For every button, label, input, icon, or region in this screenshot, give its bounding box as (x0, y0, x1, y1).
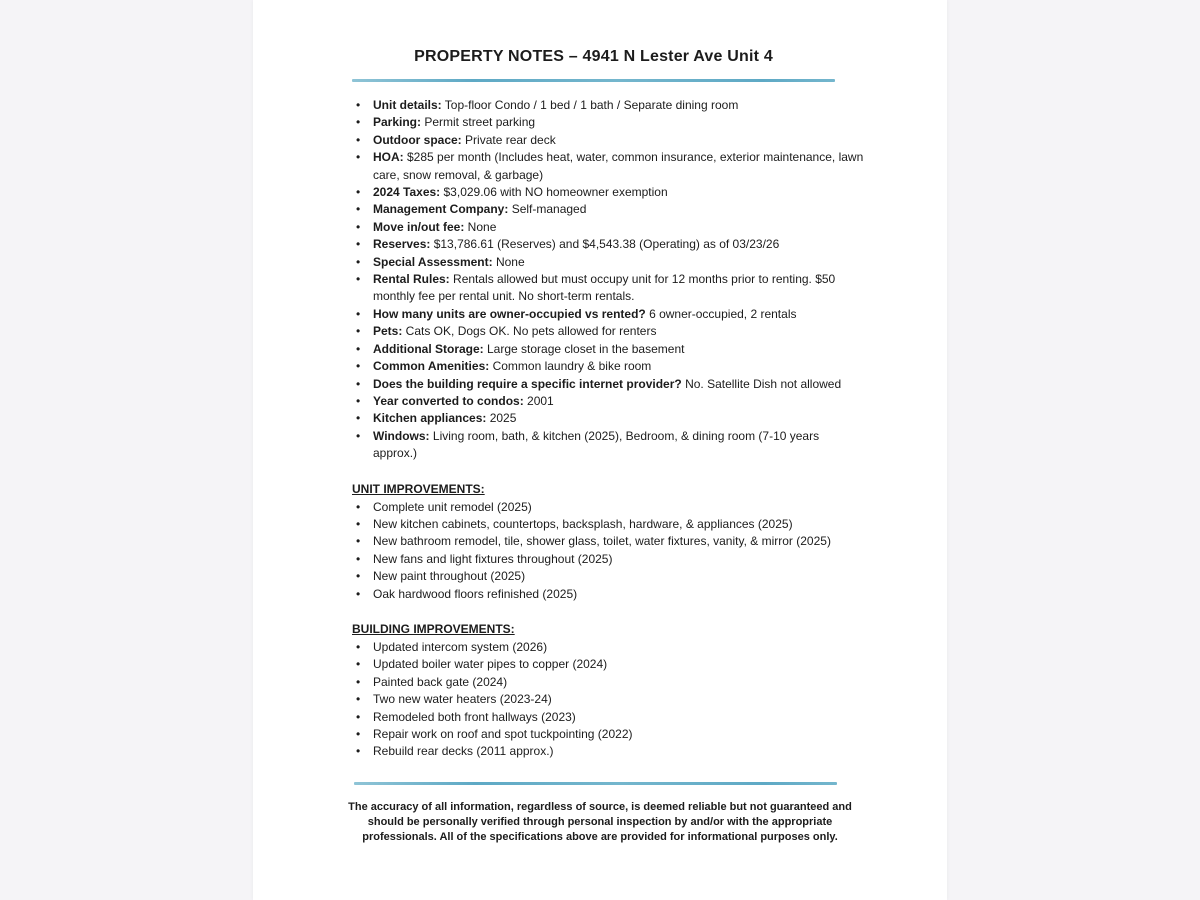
improvement-item (352, 743, 864, 760)
improvement-text: New bathroom remodel, tile, shower glass, toilet, water fixtures, vanity, & mirror (2025) (373, 534, 831, 549)
improvement-text: Updated boiler water pipes to copper (2024) (373, 657, 608, 672)
note-label: Common Amenities: (373, 359, 490, 374)
note-text: No. Satellite Dish not allowed (681, 376, 842, 391)
property-notes-list (352, 97, 864, 463)
section-heading: BUILDING IMPROVEMENTS: (352, 621, 515, 636)
note-label: Special Assessment: (373, 254, 493, 269)
improvement-text: Updated intercom system (2026) (373, 639, 548, 654)
note-item (352, 428, 864, 463)
note-item (352, 114, 864, 131)
note-item (352, 219, 864, 236)
improvement-item (352, 656, 864, 673)
note-label: Year converted to condos: (373, 393, 524, 408)
note-item (352, 376, 864, 393)
improvement-item (352, 533, 864, 550)
improvement-item (352, 674, 864, 691)
note-text: Private rear deck (461, 132, 556, 147)
note-item (352, 132, 864, 149)
note-item (352, 306, 864, 323)
improvement-text: Oak hardwood floors refinished (2025) (373, 586, 578, 601)
note-label: Windows: (373, 428, 430, 443)
improvement-text: Two new water heaters (2023-24) (373, 692, 552, 707)
improvement-item (352, 551, 864, 568)
building-improvements-list (352, 639, 864, 761)
improvement-item (352, 709, 864, 726)
note-item (352, 341, 864, 358)
footer-divider (354, 782, 837, 785)
note-label: Move in/out fee: (373, 219, 465, 234)
section-heading: UNIT IMPROVEMENTS: (352, 481, 485, 496)
note-label: Management Company: (373, 202, 509, 217)
note-text: Cats OK, Dogs OK. No pets allowed for renters (402, 324, 657, 339)
note-label: HOA: (373, 150, 404, 165)
improvement-text: New paint throughout (2025) (373, 569, 526, 584)
note-label: Does the building require a specific internet provider? (373, 376, 682, 391)
improvement-item (352, 586, 864, 603)
note-item (352, 393, 864, 410)
note-text: 6 owner-occupied, 2 rentals (645, 306, 797, 321)
note-text: Rentals allowed but must occupy unit for 12 months prior to renting. $50 monthly fee per rental unit. No short-term rentals. (373, 272, 836, 304)
note-text: Top-floor Condo / 1 bed / 1 bath / Separate dining room (441, 98, 739, 112)
note-item (352, 201, 864, 218)
improvement-item (352, 726, 864, 743)
improvement-item (352, 516, 864, 533)
note-text: Common laundry & bike room (489, 359, 652, 374)
improvement-item (352, 639, 864, 656)
improvement-text: New kitchen cabinets, countertops, backsplash, hardware, & appliances (2025) (373, 516, 793, 531)
note-label: Unit details: (373, 98, 442, 112)
improvement-text: Rebuild rear decks (2011 approx.) (373, 744, 554, 759)
page-title: PROPERTY NOTES – 4941 N Lester Ave Unit 4 (414, 48, 773, 65)
note-text: Living room, bath, & kitchen (2025), Bedroom, & dining room (7-10 years approx.) (373, 428, 820, 461)
disclaimer-text: The accuracy of all information, regardless of source, is deemed reliable but not guaranteed and should be personally verified through personal inspection by and/or with the appropriate professionals. All of the specifications above are provided for informational purposes only. (348, 800, 852, 844)
document-content (352, 48, 868, 785)
note-item (352, 271, 864, 306)
note-item (352, 323, 864, 340)
improvement-text: New fans and light fixtures throughout (2025) (373, 551, 613, 566)
note-label: Additional Storage: (373, 341, 484, 356)
building-improvements-section (352, 622, 868, 761)
note-item (352, 254, 864, 271)
improvement-item (352, 499, 864, 516)
note-text: $3,029.06 with NO homeowner exemption (440, 185, 668, 200)
improvement-item (352, 691, 864, 708)
note-label: Reserves: (373, 237, 431, 252)
note-item (352, 149, 864, 184)
improvement-text: Painted back gate (2024) (373, 674, 508, 689)
unit-improvements-section (352, 482, 868, 603)
note-text: $13,786.61 (Reserves) and $4,543.38 (Operating) as of 03/23/26 (430, 237, 780, 252)
note-item (352, 236, 864, 253)
note-text: 2001 (523, 393, 554, 408)
note-text: $285 per month (Includes heat, water, common insurance, exterior maintenance, lawn care, snow removal, & garbage) (373, 150, 864, 182)
note-label: Parking: (373, 115, 422, 130)
note-text: None (464, 219, 497, 234)
note-text: Permit street parking (421, 115, 536, 130)
improvement-text: Complete unit remodel (2025) (373, 499, 532, 514)
unit-improvements-list (352, 499, 864, 603)
note-text: Large storage closet in the basement (483, 341, 685, 356)
note-label: 2024 Taxes: (373, 185, 441, 200)
note-item (352, 358, 864, 375)
note-label: How many units are owner-occupied vs rented? (373, 306, 646, 321)
note-text: Self-managed (508, 202, 587, 217)
note-item (352, 184, 864, 201)
note-text: None (492, 254, 525, 269)
note-label: Outdoor space: (373, 132, 462, 147)
note-label: Kitchen appliances: (373, 411, 487, 426)
note-label: Pets: (373, 324, 403, 339)
note-label: Rental Rules: (373, 272, 450, 287)
note-item (352, 97, 864, 114)
document-page (253, 0, 947, 900)
title-divider (352, 79, 835, 82)
improvement-text: Remodeled both front hallways (2023) (373, 709, 576, 724)
improvement-item (352, 568, 864, 585)
note-text: 2025 (486, 411, 517, 426)
improvement-text: Repair work on roof and spot tuckpointing (2022) (373, 727, 633, 741)
note-item (352, 410, 864, 427)
